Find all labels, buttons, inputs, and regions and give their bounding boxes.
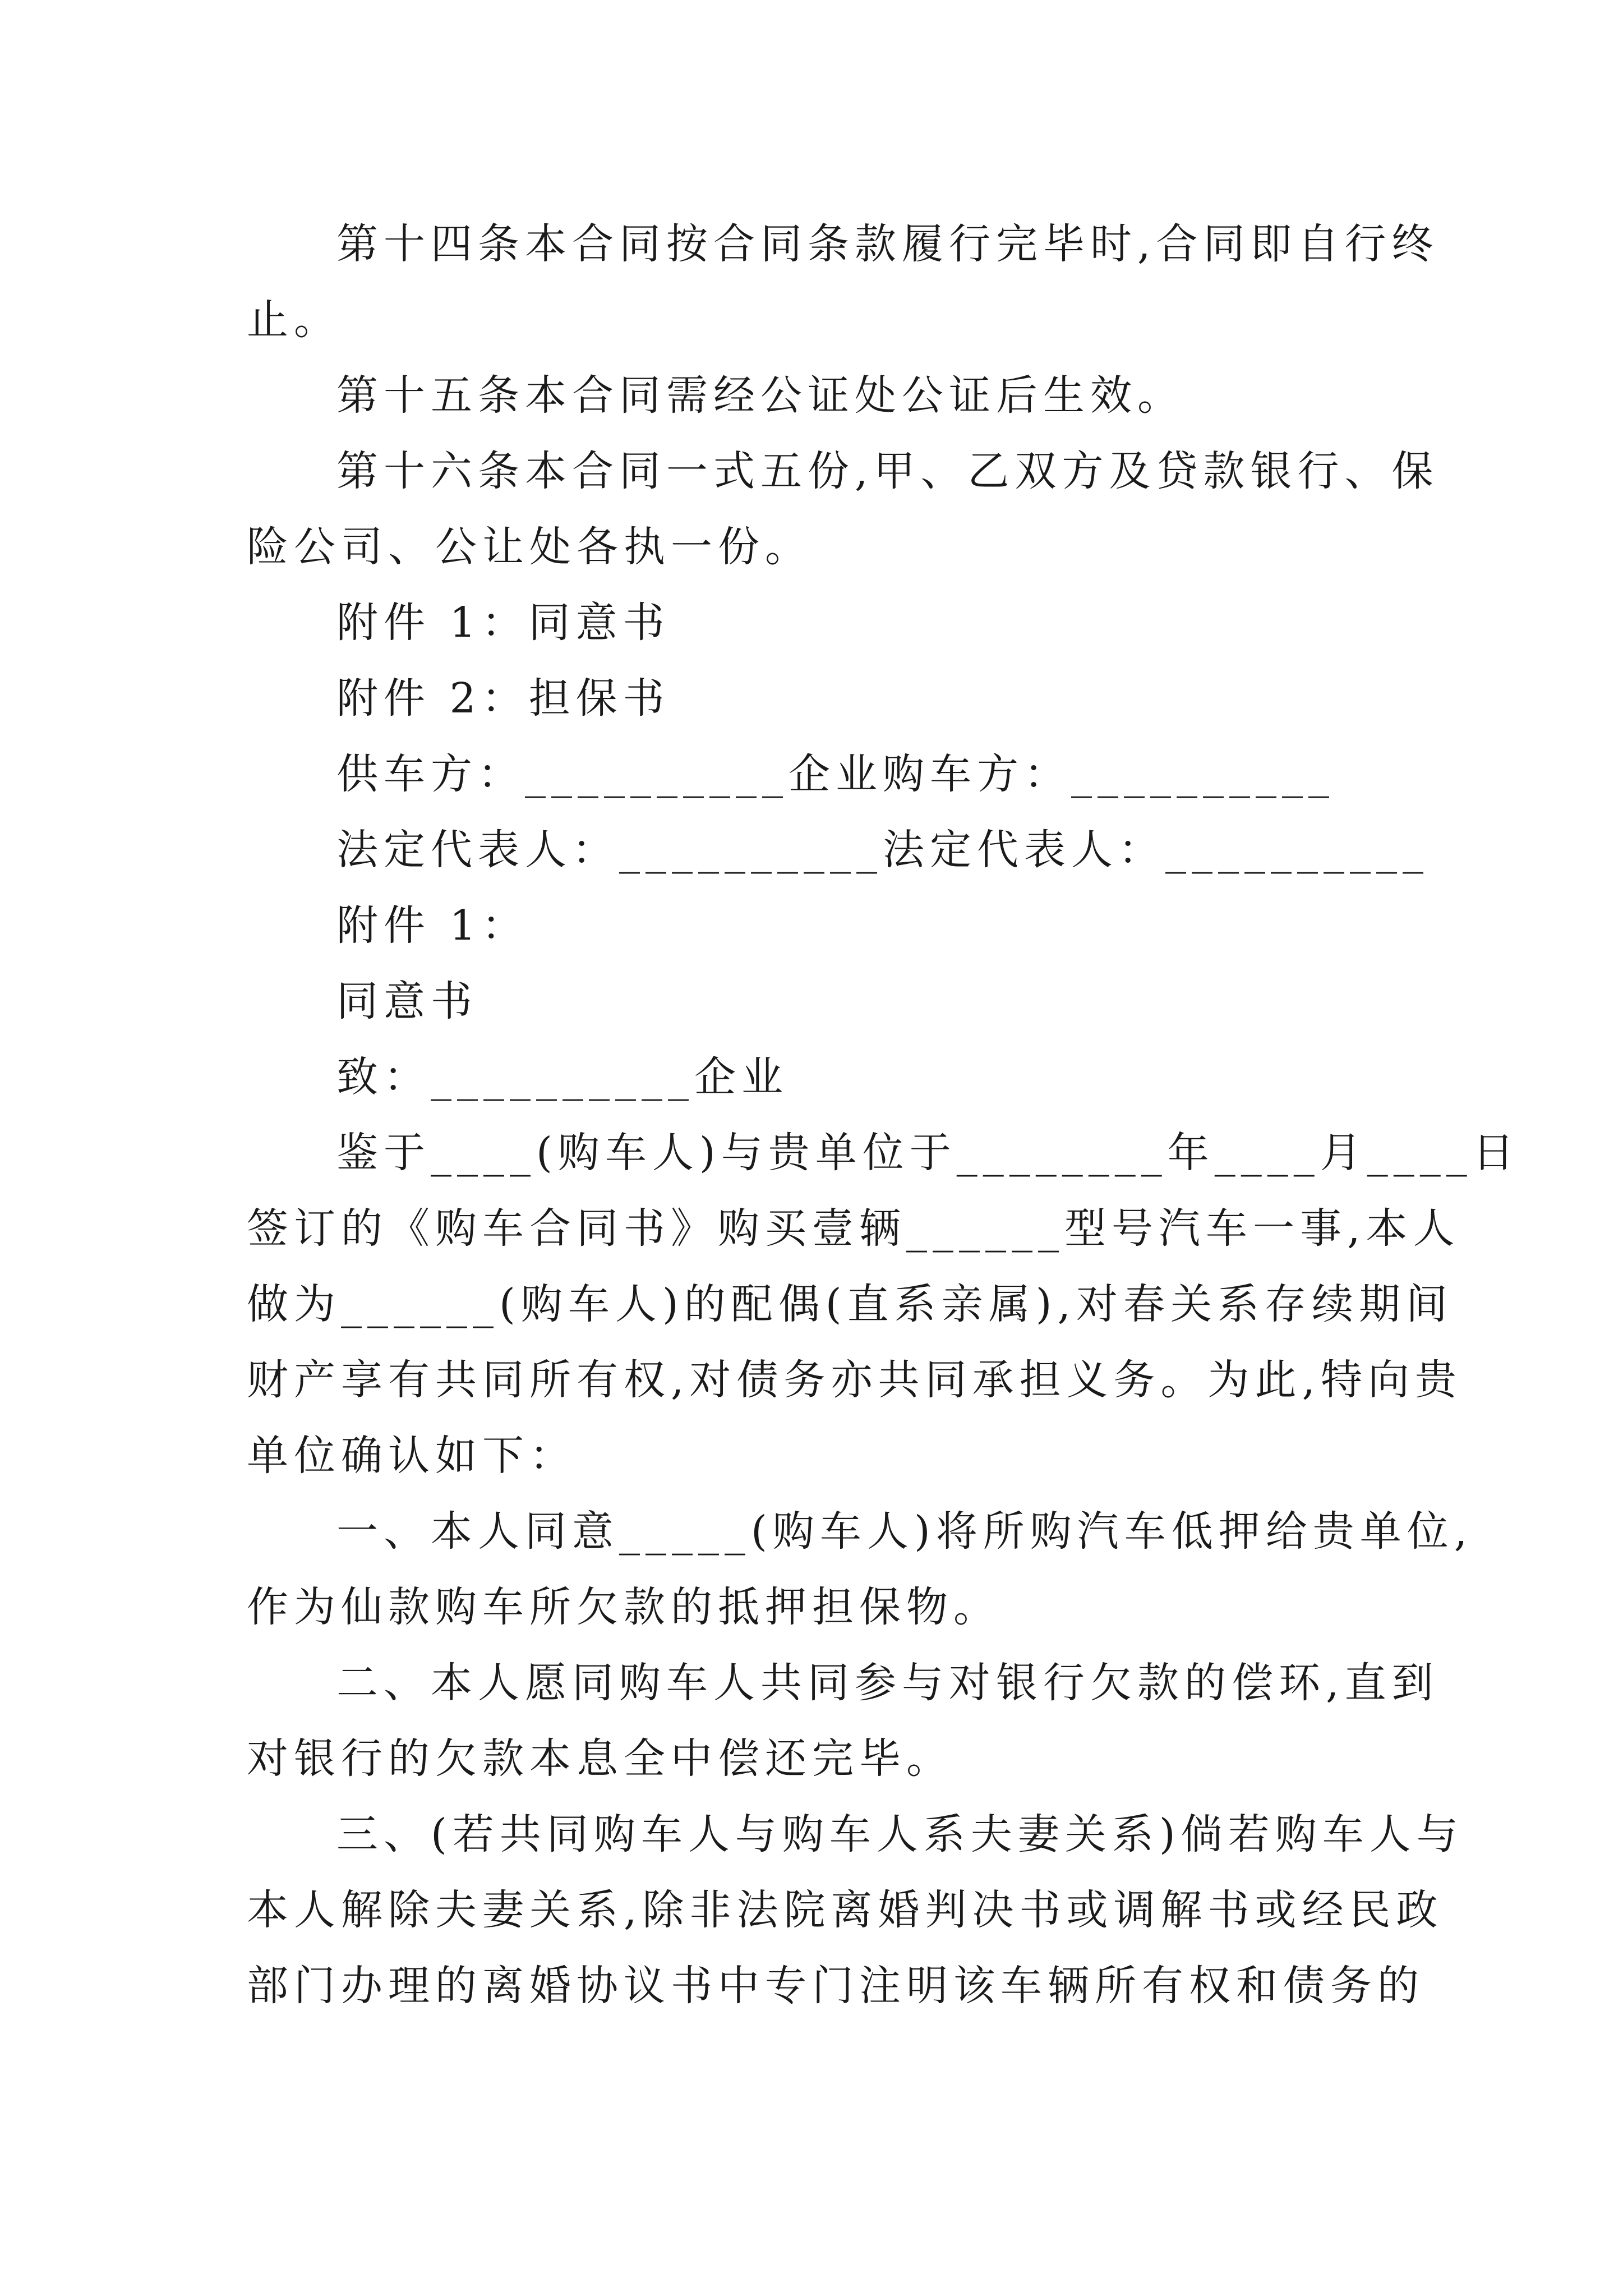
text-line: 作为仙款购车所欠款的抵押担保物。: [247, 1583, 1000, 1631]
consent-title: 同意书: [336, 977, 478, 1025]
text-line: 一、本人同意_____(购车人)将所购汽车低押给贵单位,: [336, 1507, 1473, 1556]
text-line: 部门办理的离婚协议书中专门注明该车辆所有权和债务的: [247, 1962, 1424, 2010]
text-line: 第十六条本合同一式五份,甲、乙双方及贷款银行、保: [336, 447, 1439, 495]
text-line: 止。: [247, 296, 341, 344]
signature-line-representatives: 法定代表人：__________法定代表人：__________: [336, 826, 1429, 874]
text-line: 二、本人愿同购车人共同参与对银行欠款的偿环,直到: [336, 1659, 1439, 1707]
text-line: 单位确认如下：: [247, 1432, 577, 1480]
text-line: 鉴于____(购车人)与贵单位于________年____月____日: [336, 1129, 1520, 1177]
text-line: 三、(若共同购车人与购车人系夫妻关系)倘若购车人与: [336, 1810, 1464, 1858]
text-line: 对银行的欠款本息全中偿还完毕。: [247, 1734, 953, 1783]
text-line: 附件 1：同意书: [336, 599, 670, 647]
text-line: 财产享有共同所有权,对债务亦共同承担义务。为此,特向贵: [247, 1356, 1463, 1404]
text-line: 第十五条本合同需经公证处公证后生效。: [336, 371, 1184, 420]
text-line: 签订的《购车合同书》购买壹辆______型号汽车一事,本人: [247, 1204, 1460, 1253]
addressee-line: 致：__________企业: [336, 1053, 789, 1101]
text-line: 险公司、公让处各执一份。: [247, 523, 812, 571]
text-line: 本人解除夫妻关系,除非法院离婚判决书或调解书或经民政: [247, 1886, 1444, 1934]
attachment-heading: 附件 1：: [336, 901, 529, 950]
text-line: 第十四条本合同按合同条款履行完毕时,合同即自行终: [336, 220, 1439, 268]
text-line: 附件 2：担保书: [336, 674, 670, 723]
text-line: 做为______(购车人)的配偶(直系亲属),对春关系存续期间: [247, 1280, 1454, 1328]
signature-line-supplier-buyer: 供车方：__________企业购车方：__________: [336, 750, 1335, 798]
